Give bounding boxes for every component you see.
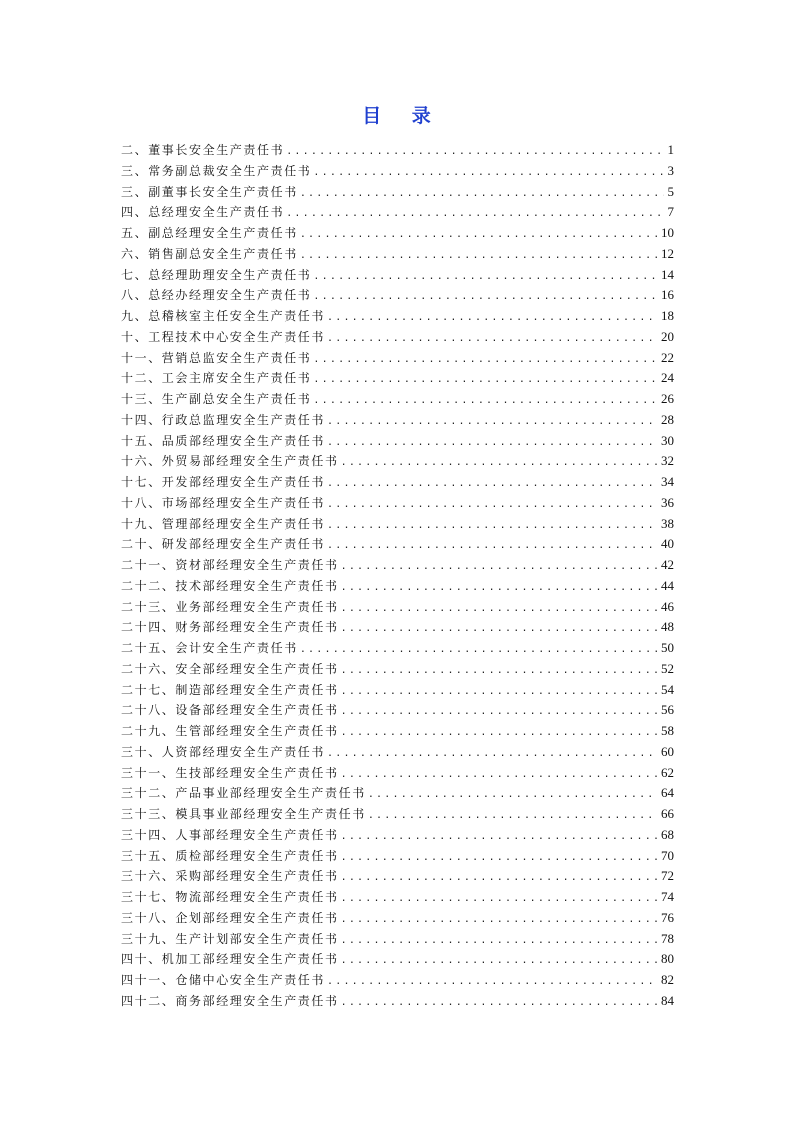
- toc-entry[interactable]: [121, 182, 674, 203]
- toc-entry-page-number: 26: [661, 391, 674, 406]
- toc-entry-label: 四十、机加工部经理安全生产责任书: [121, 952, 339, 967]
- toc-entry[interactable]: [121, 244, 674, 265]
- toc-entry-label: 三十四、人事部经理安全生产责任书: [121, 827, 339, 842]
- toc-entry-label: 八、总经办经理安全生产责任书: [121, 288, 312, 303]
- toc-dot-leader: [313, 287, 657, 308]
- toc-dot-leader: [341, 951, 657, 972]
- toc-entry-label: 十一、营销总监安全生产责任书: [121, 350, 312, 365]
- toc-dot-leader: [341, 723, 657, 744]
- toc-entry[interactable]: [121, 700, 674, 721]
- toc-entry[interactable]: [121, 638, 674, 659]
- toc-entry-page-number: 70: [661, 847, 674, 863]
- toc-entry[interactable]: [121, 783, 674, 804]
- toc-entry-page-number: 68: [661, 826, 674, 842]
- toc-entry-page-number: 42: [661, 557, 674, 572]
- toc-entry-page-number: 80: [661, 951, 674, 967]
- toc-entry-label: 二十九、生管部经理安全生产责任书: [121, 724, 339, 738]
- toc-dot-leader: [341, 702, 657, 723]
- toc-entry-label: 二十五、会计安全生产责任书: [121, 641, 298, 655]
- toc-dot-leader: [327, 433, 657, 454]
- toc-entry-label: 三十六、采购部经理安全生产责任书: [121, 869, 339, 884]
- toc-entry[interactable]: [121, 202, 674, 223]
- toc-dot-leader: [300, 640, 657, 661]
- toc-dot-leader: [327, 495, 657, 516]
- toc-entry-label: 七、总经理助理安全生产责任书: [121, 267, 312, 282]
- toc-entry-label: 三、常务副总裁安全生产责任书: [121, 163, 312, 178]
- toc-entry-label: 十二、工会主席安全生产责任书: [121, 371, 312, 386]
- toc-entry-label: 三十七、物流部经理安全生产责任书: [121, 890, 339, 904]
- toc-entry-page-number: 30: [661, 432, 674, 448]
- toc-entry[interactable]: [121, 866, 674, 887]
- toc-entry[interactable]: [121, 431, 674, 452]
- toc-dot-leader: [341, 682, 657, 703]
- toc-entry-label: 三十、人资部经理安全生产责任书: [121, 744, 326, 759]
- toc-entry-label: 二十四、财务部经理安全生产责任书: [121, 620, 339, 635]
- toc-entry-page-number: 54: [661, 681, 674, 697]
- toc-entry-page-number: 22: [661, 349, 674, 365]
- toc-entry[interactable]: [121, 493, 674, 514]
- toc-entry-page-number: 12: [661, 245, 674, 261]
- toc-entry[interactable]: [121, 140, 674, 161]
- toc-entry-page-number: 84: [661, 992, 674, 1008]
- toc-entry-page-number: 1: [667, 142, 674, 157]
- toc-entry-label: 九、总稽核室主任安全生产责任书: [121, 309, 326, 323]
- toc-dot-leader: [341, 619, 657, 640]
- toc-dot-leader: [341, 578, 657, 599]
- toc-entry[interactable]: [121, 265, 674, 286]
- toc-entry-page-number: 64: [661, 785, 674, 801]
- table-of-contents: [121, 140, 674, 1012]
- toc-entry-label: 三十二、产品事业部经理安全生产责任书: [121, 786, 366, 801]
- toc-dot-leader: [341, 765, 657, 786]
- toc-dot-leader: [327, 744, 657, 765]
- toc-entry[interactable]: [121, 451, 674, 472]
- toc-dot-leader: [341, 931, 657, 952]
- toc-entry-label: 三十三、模具事业部经理安全生产责任书: [121, 807, 366, 821]
- toc-dot-leader: [327, 329, 657, 350]
- toc-entry[interactable]: [121, 908, 674, 929]
- toc-entry-label: 十七、开发部经理安全生产责任书: [121, 475, 326, 489]
- toc-dot-leader: [341, 868, 657, 889]
- toc-entry-page-number: 62: [661, 764, 674, 780]
- toc-entry-page-number: 24: [661, 370, 674, 386]
- toc-dot-leader: [313, 350, 657, 371]
- toc-entry[interactable]: [121, 410, 674, 431]
- toc-entry[interactable]: [121, 285, 674, 306]
- toc-entry-label: 十、工程技术中心安全生产责任书: [121, 329, 326, 344]
- toc-dot-leader: [286, 204, 663, 225]
- toc-dot-leader: [300, 184, 664, 205]
- toc-dot-leader: [341, 993, 657, 1014]
- toc-entry-label: 十三、生产副总安全生产责任书: [121, 392, 312, 406]
- toc-entry[interactable]: [121, 991, 674, 1012]
- toc-dot-leader: [313, 163, 663, 184]
- toc-entry[interactable]: [121, 742, 674, 763]
- toc-entry-page-number: 46: [661, 598, 674, 614]
- toc-entry-label: 二十二、技术部经理安全生产责任书: [121, 578, 339, 593]
- toc-entry-label: 二十七、制造部经理安全生产责任书: [121, 682, 339, 697]
- toc-entry-label: 三十八、企划部经理安全生产责任书: [121, 910, 339, 925]
- toc-entry[interactable]: [121, 617, 674, 638]
- toc-entry-page-number: 60: [661, 743, 674, 759]
- toc-entry[interactable]: [121, 472, 674, 493]
- toc-entry-page-number: 36: [661, 494, 674, 510]
- toc-entry[interactable]: [121, 576, 674, 597]
- toc-dot-leader: [341, 661, 657, 682]
- toc-entry-page-number: 40: [661, 536, 674, 552]
- toc-entry-page-number: 20: [661, 328, 674, 344]
- toc-entry-label: 二十八、设备部经理安全生产责任书: [121, 703, 339, 718]
- toc-entry[interactable]: [121, 846, 674, 867]
- toc-dot-leader: [368, 806, 657, 827]
- toc-entry[interactable]: [121, 161, 674, 182]
- toc-entry[interactable]: [121, 949, 674, 970]
- toc-dot-leader: [327, 474, 657, 495]
- toc-entry-label: 十四、行政总监理安全生产责任书: [121, 412, 326, 427]
- toc-dot-leader: [341, 848, 657, 869]
- toc-entry[interactable]: [121, 929, 674, 950]
- toc-dot-leader: [300, 246, 657, 267]
- toc-entry-page-number: 16: [661, 287, 674, 303]
- toc-dot-leader: [327, 536, 657, 557]
- toc-dot-leader: [341, 889, 657, 910]
- toc-dot-leader: [327, 516, 657, 537]
- toc-entry-page-number: 72: [661, 868, 674, 884]
- toc-dot-leader: [313, 267, 657, 288]
- toc-dot-leader: [341, 599, 657, 620]
- toc-entry-page-number: 38: [661, 515, 674, 531]
- toc-entry-page-number: 58: [661, 723, 674, 738]
- toc-entry[interactable]: [121, 597, 674, 618]
- toc-entry-page-number: 5: [667, 183, 674, 199]
- toc-dot-leader: [341, 827, 657, 848]
- toc-dot-leader: [300, 225, 657, 246]
- toc-entry-page-number: 14: [661, 266, 674, 282]
- toc-entry-label: 十八、市场部经理安全生产责任书: [121, 495, 326, 510]
- toc-entry[interactable]: [121, 389, 674, 410]
- toc-entry-label: 四十二、商务部经理安全生产责任书: [121, 993, 339, 1008]
- toc-entry-page-number: 66: [661, 806, 674, 821]
- toc-entry-page-number: 32: [661, 453, 674, 469]
- toc-entry-page-number: 44: [661, 577, 674, 593]
- toc-dot-leader: [341, 557, 657, 578]
- toc-entry[interactable]: [121, 804, 674, 825]
- toc-entry-page-number: 48: [661, 619, 674, 635]
- toc-entry-page-number: 74: [661, 889, 674, 904]
- toc-entry-page-number: 18: [661, 308, 674, 323]
- toc-dot-leader: [341, 453, 657, 474]
- toc-dot-leader: [327, 412, 657, 433]
- toc-entry-page-number: 3: [667, 162, 674, 178]
- toc-entry-label: 五、副总经理安全生产责任书: [121, 226, 298, 240]
- toc-entry[interactable]: [121, 368, 674, 389]
- toc-entry-label: 二十三、业务部经理安全生产责任书: [121, 599, 339, 614]
- toc-entry-label: 二十六、安全部经理安全生产责任书: [121, 661, 339, 676]
- toc-entry-label: 六、销售副总安全生产责任书: [121, 246, 298, 261]
- toc-entry-page-number: 56: [661, 702, 674, 718]
- toc-entry[interactable]: [121, 306, 674, 327]
- toc-dot-leader: [327, 308, 657, 329]
- toc-entry[interactable]: [121, 514, 674, 535]
- toc-entry-page-number: 52: [661, 660, 674, 676]
- toc-dot-leader: [327, 972, 657, 993]
- toc-entry-label: 二十一、资材部经理安全生产责任书: [121, 558, 339, 572]
- toc-entry-page-number: 82: [661, 972, 674, 987]
- toc-entry[interactable]: [121, 348, 674, 369]
- toc-entry-page-number: 28: [661, 411, 674, 427]
- toc-entry-label: 十五、品质部经理安全生产责任书: [121, 433, 326, 448]
- toc-entry[interactable]: [121, 555, 674, 576]
- toc-dot-leader: [313, 370, 657, 391]
- toc-entry[interactable]: [121, 721, 674, 742]
- toc-entry-page-number: 78: [661, 930, 674, 946]
- toc-entry[interactable]: [121, 825, 674, 846]
- toc-entry[interactable]: [121, 659, 674, 680]
- toc-entry-page-number: 50: [661, 640, 674, 655]
- toc-entry-page-number: 34: [661, 474, 674, 489]
- toc-dot-leader: [368, 785, 657, 806]
- toc-entry-page-number: 7: [667, 204, 674, 220]
- toc-entry-label: 十九、管理部经理安全生产责任书: [121, 516, 326, 531]
- toc-entry[interactable]: [121, 887, 674, 908]
- toc-entry[interactable]: [121, 223, 674, 244]
- toc-entry-page-number: 10: [661, 225, 674, 240]
- toc-dot-leader: [313, 391, 657, 412]
- toc-entry-label: 三、副董事长安全生产责任书: [121, 184, 298, 199]
- toc-dot-leader: [341, 910, 657, 931]
- toc-entry[interactable]: [121, 763, 674, 784]
- toc-title: 目 录: [362, 105, 443, 127]
- toc-entry-label: 四、总经理安全生产责任书: [121, 205, 285, 220]
- toc-entry-label: 二十、研发部经理安全生产责任书: [121, 537, 326, 552]
- toc-entry-label: 十六、外贸易部经理安全生产责任书: [121, 454, 339, 469]
- toc-entry-label: 三十九、生产计划部安全生产责任书: [121, 931, 339, 946]
- toc-entry-page-number: 76: [661, 909, 674, 925]
- toc-entry-label: 四十一、仓储中心安全生产责任书: [121, 973, 326, 987]
- toc-entry-label: 二、董事长安全生产责任书: [121, 143, 285, 157]
- toc-dot-leader: [286, 142, 663, 163]
- toc-entry-label: 三十五、质检部经理安全生产责任书: [121, 848, 339, 863]
- toc-entry[interactable]: [121, 327, 674, 348]
- toc-entry[interactable]: [121, 534, 674, 555]
- toc-entry-label: 三十一、生技部经理安全生产责任书: [121, 765, 339, 780]
- toc-entry[interactable]: [121, 680, 674, 701]
- toc-entry[interactable]: [121, 970, 674, 991]
